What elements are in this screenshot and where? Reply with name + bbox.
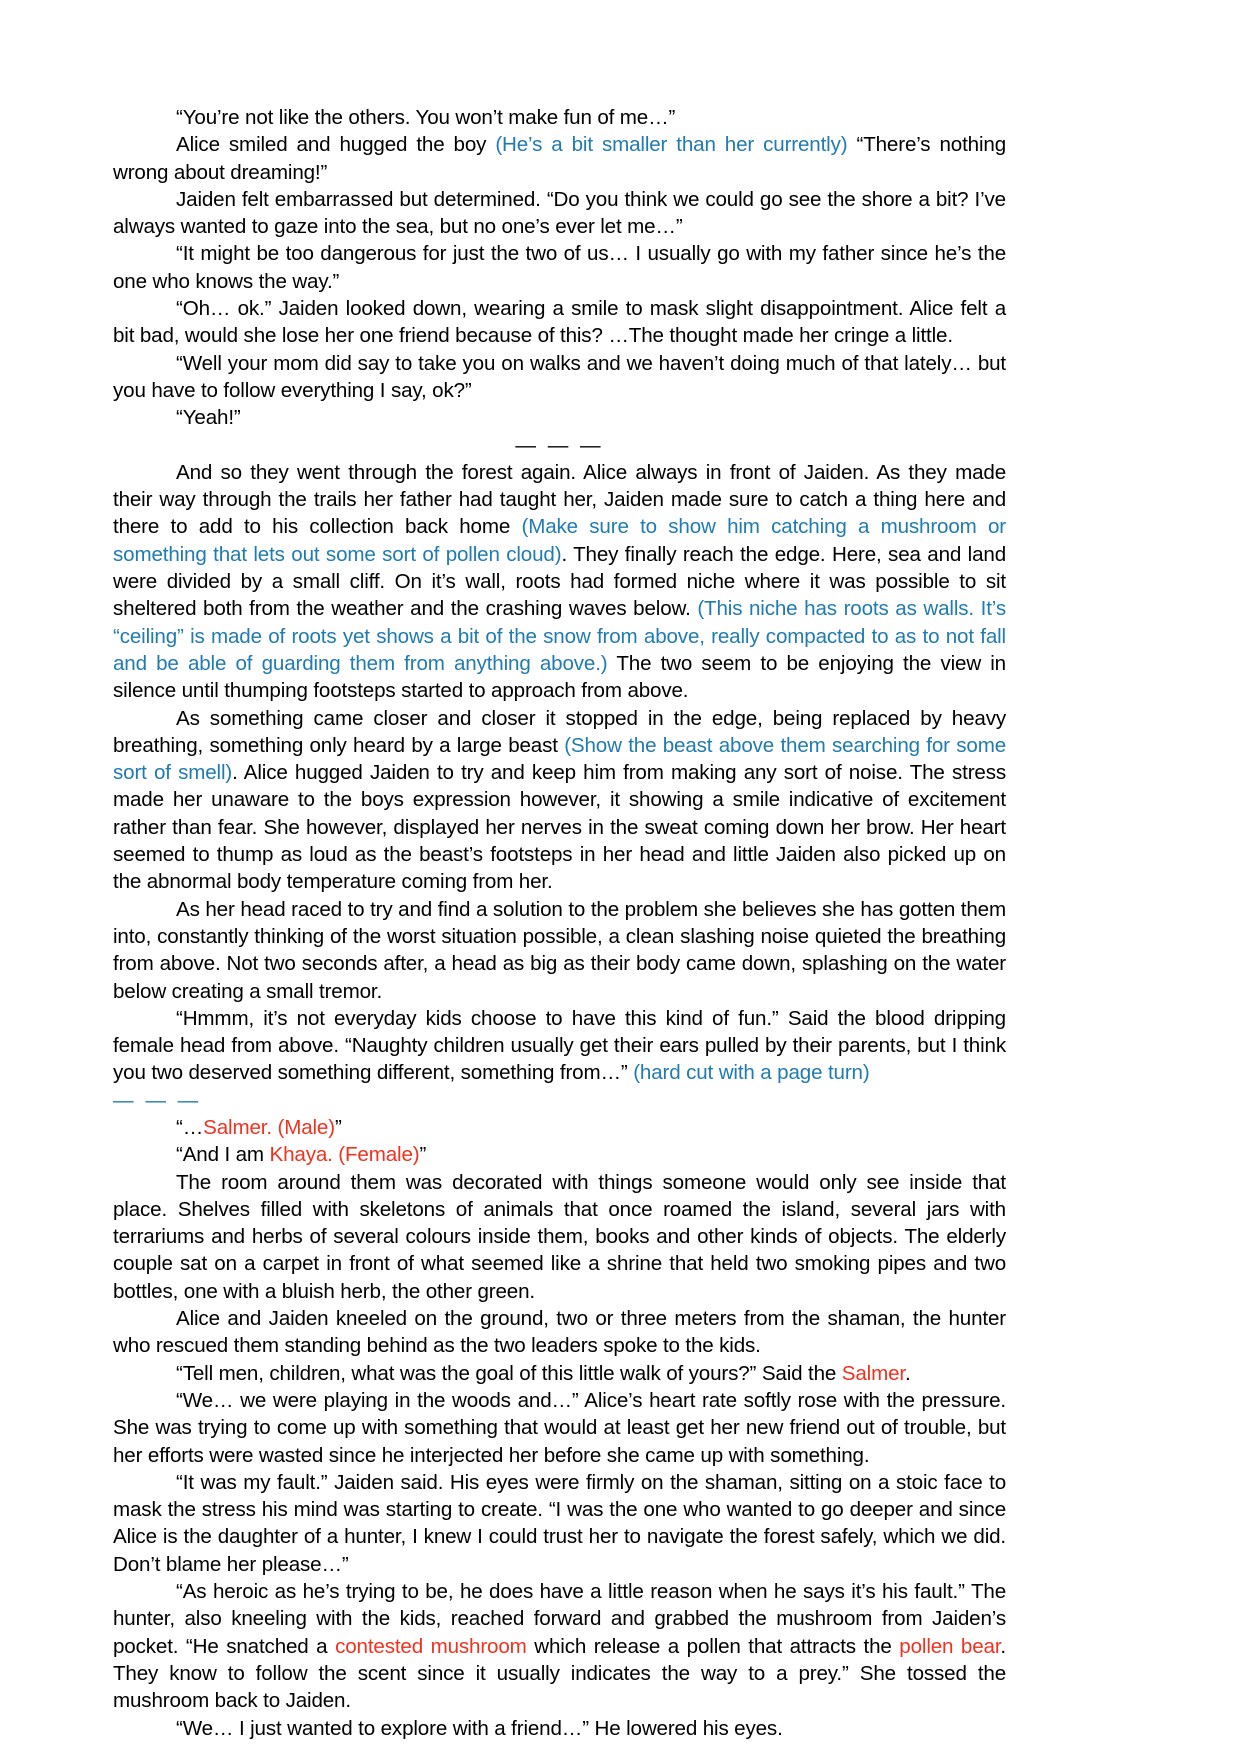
term-highlight-text: pollen bear (899, 1634, 1001, 1658)
body-text: . They know to follow the scent since it usually indicates the way to a prey.” She tossed the mushroom back to Jaiden. (113, 1634, 1006, 1713)
paragraph (113, 186, 1006, 241)
term-highlight-text: Salmer. (Male) (203, 1115, 335, 1139)
text-column (113, 104, 1006, 1742)
paragraph (113, 1469, 1006, 1578)
paragraph (113, 1387, 1006, 1469)
director-note-text: (Show the beast above them searching for some sort of smell) (113, 733, 1007, 785)
director-note-text: (He’s a bit smaller than her currently) (495, 133, 848, 157)
term-highlight-text: Salmer (841, 1361, 905, 1385)
paragraph (113, 705, 1006, 896)
body-text: “As heroic as he’s trying to be, he does have a little reason when he says it’s his fault.” The hunter, also kneeling with the kids, reached forward and grabbed the mushroom from Jaiden’s pocket. “He snatched a (113, 1580, 1006, 1658)
body-text: which release a pollen that attracts the (526, 1634, 900, 1658)
body-text: “There’s nothing wrong about dreaming!” (113, 133, 1006, 184)
paragraph (113, 404, 1006, 431)
paragraph (113, 896, 1006, 1005)
paragraph (113, 1305, 1006, 1360)
body-text: ” (419, 1143, 427, 1167)
body-text: As something came closer and closer it stopped in the edge, being replaced by heavy breathing, something only heard by a large beast (113, 706, 1006, 757)
body-text: . (904, 1361, 911, 1385)
body-text: “We… I just wanted to explore with a friend…” He lowered his eyes. (176, 1716, 783, 1740)
term-highlight-text: Khaya. (Female) (269, 1143, 420, 1167)
body-text: As her head raced to try and find a solution to the problem she believes she has gotten them into, constantly thinking of the worst situation possible, a clean slashing noise quieted the breathing from above. Not two seconds after, a head as big as their body came down, splashing on the water below creating a small tremor. (113, 897, 1006, 1003)
director-note-text: (This niche has roots as walls. It’s “ceiling” is made of roots yet shows a bit of the snow from above, really compacted to as to not fall and be able of guarding them from anything above.) (113, 597, 1006, 675)
body-text: “You’re not like the others. You won’t make fun of me…” (176, 106, 676, 129)
paragraph (113, 459, 1006, 705)
paragraph (113, 131, 1006, 186)
paragraph (113, 1114, 1006, 1141)
body-text: “Oh… ok.” Jaiden looked down, wearing a smile to mask slight disappointment. Alice felt a bit bad, would she lose her one friend because of this? …The thought made her cringe a little. (113, 297, 1006, 348)
paragraph (113, 104, 1006, 131)
paragraph (113, 1715, 1006, 1742)
paragraph (113, 1169, 1006, 1305)
body-text: “… (176, 1115, 204, 1139)
body-text: Alice and Jaiden kneeled on the ground, two or three meters from the shaman, the hunter who rescued them standing behind as the two leaders spoke to the kids. (113, 1307, 1006, 1358)
paragraph (113, 1578, 1006, 1714)
body-text: And so they went through the forest again. Alice always in front of Jaiden. As they made their way through the trails her father had taught her, Jaiden made sure to catch a thing here and there to add to his collection back home (113, 460, 1006, 539)
body-text: The room around them was decorated with things someone would only see inside that place. Shelves filled with skeletons of animals that once roamed the island, several jars with terrariums and herbs of several colours inside them, books and other kinds of objects. The elderly couple sat on a carpet in front of what seemed like a shrine that held two smoking pipes and two bottles, one with a bluish herb, the other green. (113, 1170, 1006, 1303)
paragraph (113, 1005, 1006, 1087)
body-text: . They finally reach the edge. Here, sea and land were divided by a small cliff. On it’s wall, roots had formed niche where it was possible to sit sheltered both from the weather and the crashing waves below. (113, 542, 1006, 621)
body-text: Alice smiled and hugged the boy (176, 133, 496, 157)
paragraph (113, 350, 1006, 405)
body-text: Jaiden felt embarrassed but determined. “Do you think we could go see the shore a bit? I’ve always wanted to gaze into the sea, but no one’s ever let me…” (113, 187, 1006, 239)
body-text: “It might be too dangerous for just the two of us… I usually go with my father since he’s the one who knows the way.” (113, 242, 1006, 293)
paragraph (113, 240, 1006, 295)
body-text: “It was my fault.” Jaiden said. His eyes were firmly on the shaman, sitting on a stoic face to mask the stress his mind was starting to create. “I was the one who wanted to go deeper and since Alice is the daughter of a hunter, I knew I could trust her to navigate the forest safely, which we did. Don’t blame her please…” (113, 1470, 1006, 1576)
paragraph (113, 295, 1006, 350)
body-text: . Alice hugged Jaiden to try and keep him from making any sort of noise. The stress made her unaware to the boys expression however, it showing a smile indicative of excitement rather than fear. She however, displayed her nerves in the sweat coming down her brow. Her heart seemed to thump as loud as the beast’s footsteps in her head and little Jaiden also picked up on the abnormal body temperature coming from her. (113, 761, 1006, 894)
body-text: “We… we were playing in the woods and…” Alice’s heart rate softly rose with the pressure. She was trying to come up with something that would at least get her new friend out of trouble, but her efforts were wasted since he interjected her before she came up with something. (113, 1388, 1006, 1467)
body-text: The two seem to be enjoying the view in silence until thumping footsteps started to approach from above. (113, 651, 1006, 703)
body-text: “Hmmm, it’s not everyday kids choose to have this kind of fun.” Said the blood dripping female head from above. “Naughty children usually get their ears pulled by their parents, but I think you two deserved something different, something from…” (113, 1006, 1006, 1085)
body-text: ” (334, 1115, 342, 1139)
paragraph (113, 1141, 1006, 1168)
paragraph (113, 1360, 1006, 1387)
director-note-text: (Make sure to show him catching a mushroom or something that lets out some sort of pollen cloud) (113, 515, 1007, 566)
scene-break-separator: — — — (113, 1088, 202, 1112)
body-text: “Tell men, children, what was the goal of this little walk of yours?” Said the (176, 1361, 842, 1385)
body-text: “Well your mom did say to take you on walks and we haven’t doing much of that lately… but you have to follow everything I say, ok?” (113, 351, 1006, 402)
term-highlight-text: contested mushroom (335, 1634, 527, 1658)
director-note-text: (hard cut with a page turn) (633, 1061, 870, 1085)
body-text: “Yeah!” (176, 406, 241, 430)
body-text: “And I am (176, 1143, 270, 1167)
scene-break-separator: — — — (515, 433, 604, 457)
